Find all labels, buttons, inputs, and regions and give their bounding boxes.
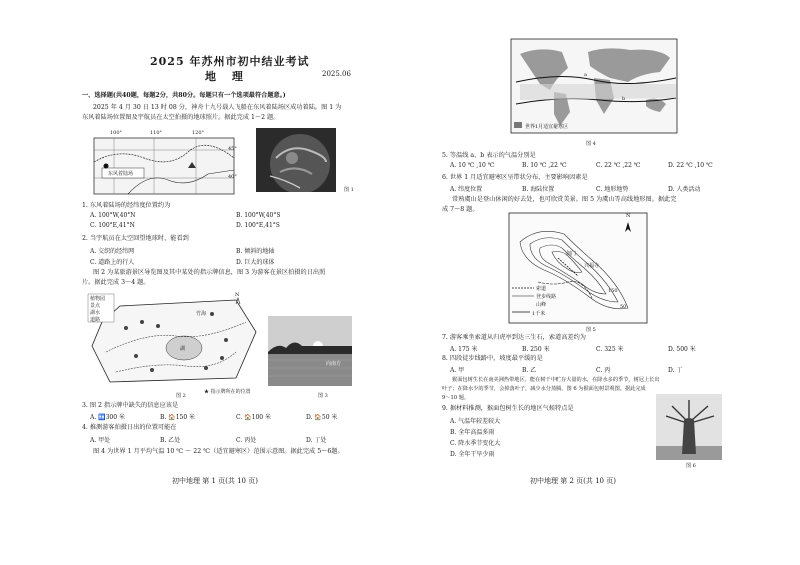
q7-option-c[interactable]: C. 325 米: [596, 346, 624, 353]
figure-2-map: [86, 292, 262, 388]
fig4-legend: 世界1月适宜避寒区: [525, 124, 569, 130]
q2-option-c[interactable]: C. 道路上的行人: [90, 259, 135, 266]
q1-option-c[interactable]: C. 100°E,41°N: [90, 222, 135, 229]
page-2-footer: 初中地理 第 2 页(共 10 页): [530, 477, 616, 485]
intro-q7-8-line1: 常熟虞山是登山休闲的好去处，也可欣赏美景。图 5 为虞山等高线地形图。据此完: [452, 196, 677, 203]
q8-option-d[interactable]: D. 丁: [668, 367, 683, 374]
q3-stem: 3. 图 2 指示牌中缺失的信息应该是: [82, 402, 179, 409]
fig2-lake: 湖: [180, 346, 186, 352]
figure-1-label: 图 1: [344, 187, 354, 193]
q5-option-a[interactable]: A. 10 ℃ ,10 ℃: [450, 162, 495, 169]
q7-option-b[interactable]: B. 250 米: [522, 346, 550, 353]
q5-option-d[interactable]: D. 22 ℃ ,10 ℃: [668, 162, 713, 169]
intro-q9-10-line2: 叶子；在降水少的季节，会掉落叶子，减少水分蒸腾。图 6 为猴面包树景观图。据此完成: [442, 386, 646, 392]
fig5-elev-50: 50: [620, 304, 627, 310]
q2-stem: 2. 当宇航员在太空回望地球时，能看到: [82, 235, 189, 242]
fig2-north: N: [235, 292, 240, 298]
fig5-north: N: [626, 213, 631, 219]
figure-5-label: 图 5: [586, 327, 596, 333]
q6-option-b[interactable]: B. 海陆位置: [522, 186, 555, 193]
q1-option-a[interactable]: A. 100°W,40°N: [90, 212, 136, 219]
fig1-lon-100: 100°: [110, 130, 123, 136]
q1-option-b[interactable]: B. 100°W,40°S: [236, 212, 281, 219]
q9-option-b[interactable]: B. 全年高温多雨: [450, 429, 495, 436]
intro-q7-8-line2: 成 7～8 题。: [442, 206, 479, 213]
fig2-bamboo: 竹海: [196, 311, 207, 317]
q8-stem: 8. 四段徒步线路中，坡度最平缓的是: [442, 355, 543, 362]
figure-4-label: 图 4: [586, 141, 596, 147]
q4-option-d[interactable]: D. 丁处: [306, 437, 327, 444]
figure-4-world-map: [510, 38, 678, 134]
fig4-isotherm-a: a: [584, 72, 587, 78]
fig5-elev-150: 150: [608, 288, 618, 294]
q3-option-d[interactable]: D. 🏠50 米: [306, 414, 338, 421]
figure-6-label: 图 6: [686, 463, 696, 469]
q3-option-c[interactable]: C. 🏠100 米: [236, 414, 272, 421]
q9-stem: 9. 据材料推测，猴面包树生长的地区气候特点是: [442, 405, 574, 412]
fig5-legend-peak: 山峰: [536, 302, 547, 308]
intro-q1-2-line2: 东风着陆场位置图及宇航员在太空拍摄的地球照片。据此完成 1～2 题。: [82, 114, 280, 121]
q1-option-d[interactable]: D. 100°E,41°S: [236, 222, 280, 229]
figure-5-contour-map: [508, 212, 648, 324]
q8-option-b[interactable]: B. 乙: [522, 367, 537, 374]
q9-option-d[interactable]: D. 全年干旱少雨: [450, 451, 495, 458]
q5-stem: 5. 等温线 a、b 表示的气温分别是: [442, 152, 536, 159]
figure-3-photo: [268, 316, 352, 386]
fig2-legend-lake: 湖水: [90, 310, 101, 316]
exam-date: 2025.06: [322, 70, 351, 78]
fig4-isotherm-b: b: [622, 96, 626, 102]
figure-1-map: [88, 128, 246, 198]
intro-q1-2-line1: 2025 年 4 月 30 日 13 时 08 分，神舟十九号载人飞船在东风着陆场区成功着陆。图 1 为: [93, 104, 342, 111]
fig1-landing-site: 东风着陆场: [108, 171, 134, 177]
fig2-legend-road: 道路: [90, 317, 101, 323]
q2-option-a[interactable]: A. 交织的经纬网: [90, 248, 135, 255]
fig5-legend-scale: 1千米: [532, 311, 546, 317]
intro-q5-6: 图 4 为世界 1 月平均气温 10 ℃ ～ 22 ℃（适宜避寒区）范围示意图。据此完成 5～6题。: [93, 448, 344, 455]
q5-option-c[interactable]: C. 22 ℃ ,22 ℃: [596, 162, 641, 169]
fig1-lat-45: 45°: [228, 146, 237, 152]
q6-option-c[interactable]: C. 地形地势: [596, 186, 629, 193]
q3-option-b[interactable]: B. 🏠150 米: [160, 414, 196, 421]
intro-q9-10-line1: 猴面包树生长在南美洲热带地区，能在树干中贮存大量的水，在降水多的季节，树冠上长出: [452, 377, 660, 383]
q6-stem: 6. 世界 1 月适宜避寒区呈带状分布，主要影响因素是: [442, 174, 588, 181]
fig1-lon-120: 120°: [192, 130, 205, 136]
q8-option-c[interactable]: C. 丙: [596, 367, 611, 374]
q2-option-b[interactable]: B. 倾斜的地轴: [236, 248, 275, 255]
intro-q9-10-line3: 9～10 题。: [442, 395, 470, 401]
fig2-legend-botanical: 植物园: [90, 296, 106, 302]
fig2-marker-note: ★ 指示牌所在的位置: [204, 389, 251, 395]
section-heading: 一、选择题(共40题，每题2分，共80分。每题只有一个选项最符合题意。): [82, 92, 286, 99]
q3-option-a[interactable]: A. 🚻300 米: [90, 414, 125, 421]
q6-option-d[interactable]: D. 人类活动: [668, 186, 701, 193]
q5-option-b[interactable]: B. 10 ℃ ,22 ℃: [522, 162, 567, 169]
q7-option-a[interactable]: A. 175 米: [450, 346, 478, 353]
q9-option-c[interactable]: C. 降水季节变化大: [450, 440, 501, 447]
fig2-legend-spot: 景点: [90, 303, 101, 309]
q7-stem: 7. 游客乘坐索道从归虎亭到达三生石，索道高差约为: [442, 334, 586, 341]
q6-option-a[interactable]: A. 纬度位置: [450, 186, 483, 193]
page-2: [400, 0, 800, 565]
q4-option-b[interactable]: B. 乙处: [160, 437, 181, 444]
exam-title: 2025 年苏州市初中结业考试: [150, 55, 310, 68]
q9-option-a[interactable]: A. 气温年较差较大: [450, 418, 501, 425]
figure-2-label: 图 2: [176, 393, 186, 399]
fig5-legend-route: 登步线路: [536, 294, 557, 300]
q1-stem: 1. 东风着陆场的经纬度位置约为: [82, 202, 171, 209]
intro-q3-4-line2: 片。据此完成 3～4 题。: [82, 279, 150, 286]
q4-option-a[interactable]: A. 甲处: [90, 437, 111, 444]
figure-1-earth-photo: [256, 128, 336, 192]
q4-option-c[interactable]: C. 丙处: [236, 437, 257, 444]
q4-stem: 4. 推测游客拍摄日出的位置可能在: [82, 424, 177, 431]
q8-option-a[interactable]: A. 甲: [450, 367, 465, 374]
fig3-direction-note: 向南方: [326, 361, 342, 367]
fig1-lat-40: 40°: [228, 174, 237, 180]
figure-3-label: 图 3: [318, 393, 328, 399]
q2-option-d[interactable]: D. 巨大的球体: [236, 259, 275, 266]
fig1-lon-110: 110°: [150, 130, 163, 136]
figure-6-baobab-photo: [656, 394, 722, 460]
subject-title: 地 理: [205, 70, 249, 83]
page-1-footer: 初中地理 第 1 页(共 10 页): [172, 477, 258, 485]
intro-q3-4-line1: 图 2 为某旅游景区导览图及其中某处的指示牌信息，图 3 为游客在景区拍摄的日出照: [93, 269, 326, 276]
fig5-peak: 剑门: [566, 251, 577, 257]
fig5-legend-cableway: 索道: [536, 286, 547, 292]
fig5-temple: 兴福寺: [584, 263, 600, 269]
q7-option-d[interactable]: D. 500 米: [668, 346, 696, 353]
